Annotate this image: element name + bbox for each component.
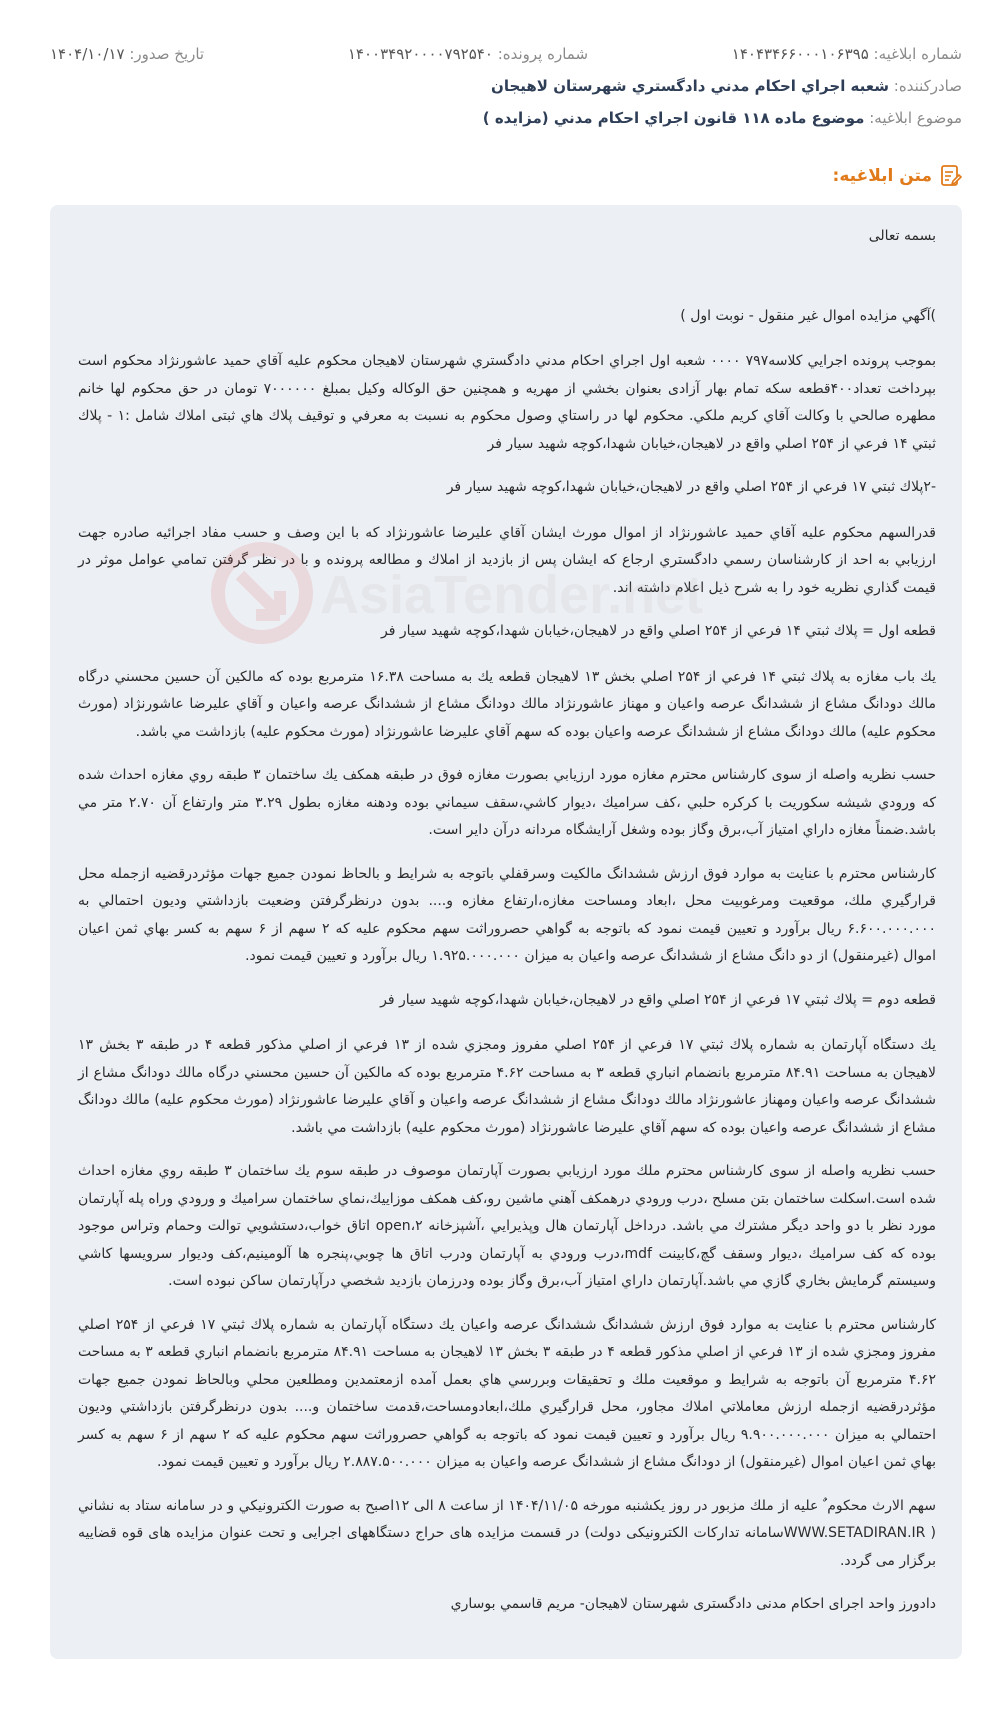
notice-number-value: ۱۴۰۴۳۴۶۶۰۰۰۱۰۶۳۹۵ xyxy=(731,45,869,63)
watermark-text: AsiaTender.net xyxy=(320,565,704,625)
signature-line: دادورز واحد اجرای احكام مدنی دادگستری شهرستان لاهيجان- مريم قاسمي بوساري xyxy=(450,1596,936,1612)
subject-row xyxy=(50,102,962,134)
case-number-value: ۱۴۰۰۳۴۹۲۰۰۰۰۷۹۲۵۴۰ xyxy=(347,45,493,63)
body-paragraph: بسمه تعالی xyxy=(868,228,936,244)
body-paragraph: كارشناس محترم با عنايت به موارد فوق ارزش ششدانگ ششدانگ عرصه واعيان يك دستگاه آپارتمان به شماره پلاك ثبتي ۱۷ فرعي از ۲۵۴ اصلي مفروز ومجزي شده از ۱۳ فرعي از اصلي مذكور قطعه ۴ در طبقه ۳ بخش ۱۳ لاهيجان به مساحت ۸۴.۹۱ مترمربع بانضمام انباري قطعه ۳ به مساحت ۴.۶۲ مترمربع آن باتوجه به شرايط و موقعيت ملك و تحقيقات وبررسي هاي بعمل آمده ازمعتمدين ومطلعين محلي وبالحاظ نمودن جميع جهات مؤثردرقضيه ازجمله ارزش معاملاتي املاك مجاور، محل قرارگيري ملك،ابعادومساحت،قدمت ساختمان و.... بدون درنظرگرفتن بازداشتي وديون احتمالي به ميزان ۹.۹۰۰.۰۰۰.۰۰۰ ريال برآورد و تعيين قيمت نمود كه باتوجه به گواهي حصروراثت سهم محكوم عليه كه ۲ سهم از ۶ سهم به كسر بهاي ثمن اعيان اموال (غيرمنقول) از دودانگ مشاع از ششدانگ عرصه واعيان به ميزان ۲.۸۸۷.۵۰۰.۰۰۰ ريال برآورد و تعيين قيمت نمود. xyxy=(78,1316,937,1470)
body-paragraph: قطعه دوم = پلاك ثبتي ۱۷ فرعي از ۲۵۴ اصلي واقع در لاهيجان،خيابان شهدا،كوچه شهيد سيار فر xyxy=(380,991,936,1008)
body-paragraph: كارشناس محترم با عنايت به موارد فوق ارزش ششدانگ مالكيت وسرقفلي باتوجه به شرايط و بالحاظ نمودن جميع جهات مؤثردرقضيه ازجمله محل قرارگيري ملك، موقعيت ومرغوبيت محل ،ابعاد ومساحت مغازه،ارتفاع مغازه و.... بدون درنظرگرفتن وضعيت بازداشتي وديون احتمالي به ۶.۶۰۰.۰۰۰.۰۰۰ ريال برآورد و تعيين قيمت نمود كه باتوجه به گواهي حصروراثت سهم محكوم عليه كه ۲ سهم از ۶ سهم به كسر بهاي ثمن اعيان اموال (غيرمنقول) از دو دانگ مشاع از ششدانگ عرصه واعيان به ميزان ۱.۹۲۵.۰۰۰.۰۰۰ ريال برآورد و تعيين قيمت نمود. xyxy=(78,865,937,964)
body-paragraph: بموجب پرونده اجرايي كلاسه۷۹۷ ۰۰۰۰ شعبه اول اجراي احكام مدني دادگستري شهرستان لاهيجان محكوم عليه آقاي حميد عاشورنژاد محكوم است بپرداخت تعداد۴۰۰قطعه سكه تمام بهار آزادی بعنوان بخشي از مهريه و همچنين حق الوكاله وكيل بمبلغ ۷۰۰۰۰۰۰ تومان در حق محكوم لها خانم مطهره صالحي با وكالت آقاي كريم ملكي. محكوم لها در راستاي وصول محكوم به نسبت به معرفي و توقيف پلاك هاي ثبتی املاك شامل :۱ - پلاك ثبتي ۱۴ فرعي از ۲۵۴ اصلي واقع در لاهيجان،خيابان شهدا،كوچه شهيد سيار فر xyxy=(78,353,936,452)
notice-text-title: متن ابلاغیه: xyxy=(832,166,932,186)
issue-date-value: ۱۴۰۴/۱۰/۱۷ xyxy=(50,45,125,63)
notice-text-heading xyxy=(833,164,962,188)
body-paragraph: يك دستگاه آپارتمان به شماره پلاك ثبتي ۱۷ فرعي از ۲۵۴ اصلي مفروز ومجزي شده از ۱۳ فرعي از اصلي مذكور قطعه ۴ در طبقه ۳ بخش ۱۳ لاهيجان به مساحت ۸۴.۹۱ مترمربع بانضمام انباري قطعه ۳ به مساحت ۴.۶۲ مترمربع بوده كه مالكين آن حسين محسني درگاه مالك دودانگ مشاع از ششدانگ عرصه واعيان ومهناز عاشورنژاد مالك دودانگ مشاع از ششدانگ عرصه واعيان و آقاي عليرضا عاشورنژاد (مورث محكوم عليه) مالك دودانگ مشاع از ششدانگ عرصه واعيان بوده كه سهم آقاي عليرضا عاشورنژاد (مورث محكوم عليه) بازداشت مي باشد. xyxy=(78,1037,937,1136)
issue-date-label: تاریخ صدور: xyxy=(129,45,205,63)
body-paragraph: سهم الارث محكوم ٌ عليه از ملك مزبور در روز يكشنبه مورخه ۱۴۰۴/۱۱/۰۵ از ساعت ۸ الی ۱۲اصبح به صورت الكترونيكي و در سامانه ستاد به نشاني ( WWW.SETADIRAN.IRسامانه تداركات الكترونيكی دولت) در قسمت مزايده های حراج دستگاههای اجرايی و تحت عنوان مزايده های قوه قضاييه برگزار می گردد. xyxy=(78,1497,936,1569)
issuer-label: صادرکننده: xyxy=(893,77,962,95)
notice-number-label: شماره ابلاغیه: xyxy=(873,45,962,63)
subject-value: موضوع ماده ۱۱۸ قانون اجراي احكام مدني (مزايده ) xyxy=(482,109,865,127)
issuer-row xyxy=(50,70,962,102)
notice-meta-row xyxy=(50,38,962,70)
body-paragraph: -۲پلاك ثبتي ۱۷ فرعي از ۲۵۴ اصلي واقع در لاهيجان،خيابان شهدا،كوچه شهيد سيار فر xyxy=(446,479,936,495)
case-number xyxy=(348,45,588,63)
body-paragraph: قطعه اول = پلاك ثبتي ۱۴ فرعي از ۲۵۴ اصلي واقع در لاهيجان،خيابان شهدا،كوچه شهيد سيار فر xyxy=(380,623,936,639)
subject-label: موضوع ابلاغیه: xyxy=(869,109,962,127)
notice-body-text xyxy=(50,205,962,1619)
notice-body-panel xyxy=(50,205,962,1659)
body-paragraph: حسب نظريه واصله از سوی كارشناس محترم ملك مورد ارزيابي بصورت آپارتمان موصوف در طبقه سوم يك ساختمان ۳ طبقه روي مغازه احداث شده است.اسكلت ساختمان بتن مسلح ،درب ورودي درهمكف آهني ماشين رو،كف همكف موزاييك،نماي ساختمان سراميك و ورودي وراه پله آپارتمان مورد نظر با دو واحد ديگر مشترك مي باشد. درداخل آپارتمان هال وپذيرايي ،آشپزخانه open،۲ اتاق خواب،دستشويي توالت وحمام وتراس موجود بوده كه كف سراميك ،ديوار وسقف گچ،كابينت mdf،درب ورودي به آپارتمان ودرب اتاق ها چوبي،پنجره ها آلومينيم،كف وديوار سرويسها كاشي وسيستم گرمايش بخاري گازي مي باشد.آپارتمان داراي امتياز آب،برق وگاز بوده ودرزمان بازديد شخصي درآپارتمان ساكن نبوده است. xyxy=(78,1163,936,1289)
body-paragraph: )آگهي مزايده اموال غير منقول - نوبت اول ) xyxy=(680,307,936,324)
notice-header xyxy=(50,38,962,134)
case-number-label: شماره پرونده: xyxy=(497,45,589,63)
issuer-value: شعبه اجراي احكام مدني دادگستري شهرستان لاهيجان xyxy=(491,77,889,95)
issue-date xyxy=(50,45,204,63)
body-paragraph: حسب نظريه واصله از سوی كارشناس محترم مغازه مورد ارزيابي بصورت مغازه فوق در طبقه همكف يك ساختمان ۳ طبقه روي مغازه احداث شده كه ورودي شيشه سكوريت با كركره حلبي ،كف سراميك ،ديوار كاشي،سقف سيماني بوده ودهنه مغازه بطول ۳.۲۹ متر وارتفاع آن ۲.۷۰ متر مي باشد.ضمناً مغازه داراي امتياز آب،برق وگاز بوده وشغل آرايشگاه مردانه درآن داير است. xyxy=(78,767,937,838)
document-edit-icon xyxy=(940,164,962,188)
body-paragraph: قدرالسهم محكوم عليه آقاي حميد عاشورنژاد از اموال مورث ايشان آقاي عليرضا عاشورنژاد كه با اين وصف و حسب مفاد اجرائيه صادره جهت ارزيابي به احد از كارشناسان رسمي دادگستري ارجاع كه ايشان پس از بازديد از املاك و مطالعه پرونده و با در نظر گرفتن تمامي عوامل موثر در قيمت گذاري نظريه خود را به شرح ذيل اعلام داشته اند. xyxy=(78,524,936,596)
body-paragraph: يك باب مغازه به پلاك ثبتي ۱۴ فرعي از ۲۵۴ اصلي بخش ۱۳ لاهيجان قطعه يك به مساحت ۱۶.۳۸ مترمربع بوده كه مالكين آن حسين محسني درگاه مالك دودانگ مشاع از ششدانگ عرصه واعيان و مهناز عاشورنژاد مالك دودانگ مشاع از ششدانگ عرصه واعيان و آقاي عليرضا عاشورنژاد (مورث محكوم عليه) مالك دودانگ مشاع از ششدانگ عرصه واعيان بوده كه سهم آقاي عليرضا عاشورنژاد (مورث محكوم عليه) بازداشت مي باشد. xyxy=(78,668,936,740)
notice-number xyxy=(732,45,962,63)
